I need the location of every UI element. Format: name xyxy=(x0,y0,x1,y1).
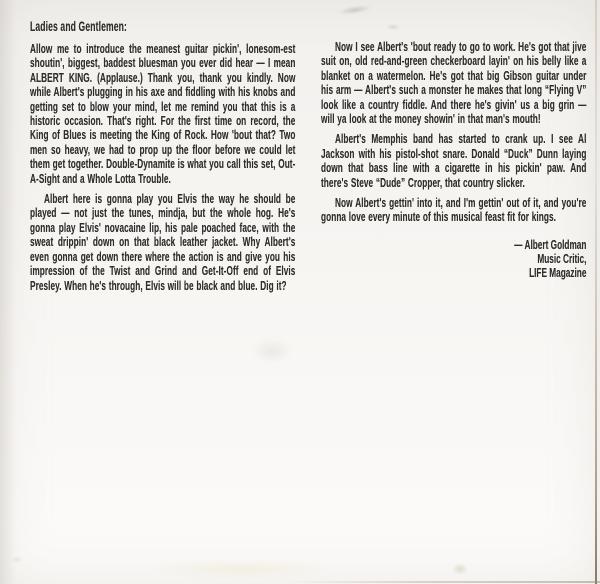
left-column-text xyxy=(30,19,295,293)
signature-byline: — Albert Goldman xyxy=(514,236,587,252)
scan-mark-bottom-right xyxy=(452,563,468,575)
signature-role: Music Critic, xyxy=(537,250,587,266)
scan-mark-left-low xyxy=(12,556,22,563)
right-column-text xyxy=(321,40,586,280)
salutation: Ladies and Gentlemen: xyxy=(30,19,127,34)
paragraph-left-2: Albert here is gonna play you Elvis the way he should be played — not just the tunes, mindja, but the whole hog. He's gonna play Elvis' novacaine lip, his pale poached face, with the sweat drippin' down on that black leather jacket. Why Albert's even gonna get down there where the action is and give you his impression of the Twist and Grind and Get-It-Off end of Elvis Presley. When he's through, Elvis will be black and blue. Dig it? xyxy=(30,191,296,293)
paragraph-right-2: Albert's Memphis band has started to crank up. I see Al Jackson with his pistol-shot snare. Donald “Duck” Dunn laying down that bass line with a cigarette in his pickin' paw. And there's Steve “Dude” Cropper, that country slicker. xyxy=(321,131,587,190)
paragraph-right-3: Now Albert's gettin' into it, and I'm gettin' out of it, and you're gonna love every minute of this musical feast fit for kings. xyxy=(321,195,587,225)
scan-gutter-shadow xyxy=(0,0,16,584)
signature-block xyxy=(321,238,586,280)
right-column xyxy=(321,40,600,280)
scan-smudge-middle xyxy=(252,338,292,364)
scan-smudge-bottom xyxy=(150,560,330,578)
paragraph-right-1: Now I see Albert's 'bout ready to go to work. He's got that jive suit on, old red-and-green checkerboard layin' on his belly like a blanket on a watermelon. He's got that big Gibson guitar under his arm — Albert's such a monster he makes that long “Flying V” look like a country fiddle. And there he's givin' us a big grin — will ya look at the money showin' in that man's mouth! xyxy=(321,39,587,127)
paragraph-left-1: Allow me to introduce the meanest guitar pickin', lonesom-est shoutin', biggest, baddest bluesman you ever did hear — I mean ALBERT KING. (Applause.) Thank you, thank you kindly. Now while Albert's plugging in his axe and fiddling with his knobs and getting set to blow your mind, let me remind you that this is a historic occasion. That's right. For the first time on record, the King of Blues is meeting the King of Rock. How 'bout that? Two men so heavy, we had to prop up the floor before we could let them get together. Double-Dynamite is what you call this set, Out-A-Sight and a Whole Lotta Trouble. xyxy=(30,41,296,186)
signature-publication: LIFE Magazine xyxy=(529,264,587,280)
scan-smudge-top-1 xyxy=(338,4,373,17)
scan-bottom-edge-line xyxy=(290,581,600,583)
